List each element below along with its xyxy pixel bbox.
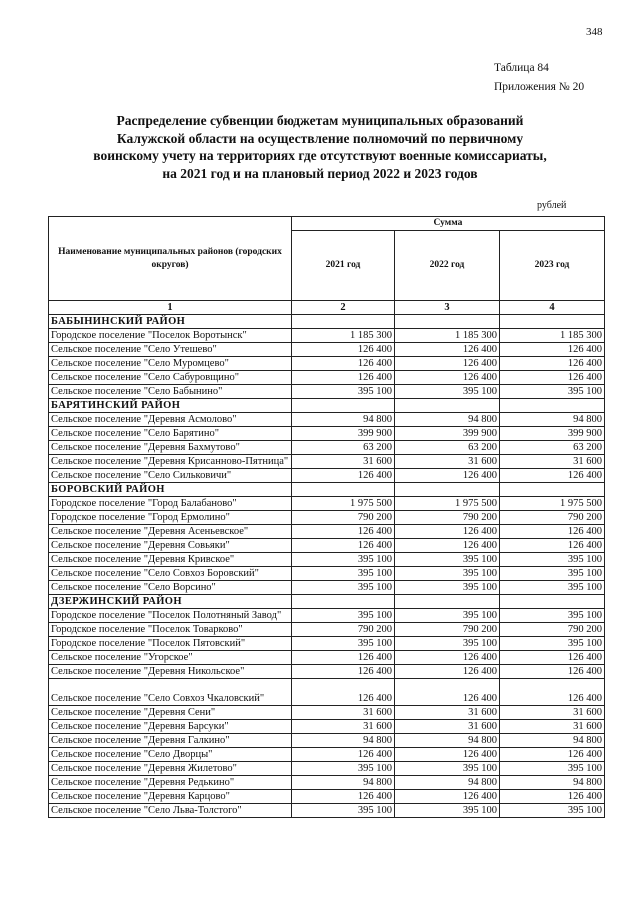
settlement-name: Сельское поселение "Деревня Галкино" — [49, 734, 292, 748]
amount-cell: 126 400 — [395, 525, 500, 539]
settlement-name: Сельское поселение "Деревня Асмолово" — [49, 413, 292, 427]
amount-cell: 126 400 — [500, 651, 605, 665]
amount-cell: 790 200 — [395, 511, 500, 525]
amount-cell: 126 400 — [395, 748, 500, 762]
empty-cell — [395, 399, 500, 413]
settlement-name: Городское поселение "Город Ермолино" — [49, 511, 292, 525]
title-line: воинскому учету на территориях где отсутствуют военные комиссариаты, — [93, 148, 547, 163]
table-row — [49, 441, 605, 455]
amount-cell: 94 800 — [500, 776, 605, 790]
amount-cell: 126 400 — [292, 469, 395, 483]
sum-column-header: Сумма — [292, 217, 605, 231]
amount-cell: 395 100 — [500, 567, 605, 581]
amount-cell: 395 100 — [500, 762, 605, 776]
amount-cell: 31 600 — [395, 706, 500, 720]
amount-cell: 31 600 — [292, 706, 395, 720]
district-row — [49, 483, 605, 497]
amount-cell: 94 800 — [395, 776, 500, 790]
amount-cell: 126 400 — [500, 371, 605, 385]
currency-note: рублей — [537, 200, 567, 211]
title-line: на 2021 год и на плановый период 2022 и 2023 годов — [162, 165, 478, 181]
amount-cell: 31 600 — [395, 720, 500, 734]
amount-cell: 126 400 — [500, 665, 605, 679]
amount-cell: 94 800 — [292, 734, 395, 748]
amount-cell: 395 100 — [292, 581, 395, 595]
settlement-name: Городское поселение "Поселок Полотняный Завод" — [49, 609, 292, 623]
amount-cell: 1 975 500 — [395, 497, 500, 511]
amount-cell: 790 200 — [500, 511, 605, 525]
amount-cell: 395 100 — [500, 637, 605, 651]
table-row — [49, 637, 605, 651]
table-row — [49, 804, 605, 818]
table-row — [49, 762, 605, 776]
amount-cell: 1 185 300 — [500, 329, 605, 343]
amount-cell: 395 100 — [292, 609, 395, 623]
table-row — [49, 413, 605, 427]
amount-cell: 399 900 — [500, 427, 605, 441]
settlement-name: Сельское поселение "Деревня Редькино" — [49, 776, 292, 790]
table-row — [49, 720, 605, 734]
amount-cell: 1 975 500 — [500, 497, 605, 511]
empty-cell — [395, 315, 500, 329]
amount-cell: 395 100 — [395, 581, 500, 595]
amount-cell: 126 400 — [292, 343, 395, 357]
settlement-name: Сельское поселение "Село Ворсино" — [49, 581, 292, 595]
amount-cell: 399 900 — [292, 427, 395, 441]
amount-cell: 126 400 — [395, 651, 500, 665]
table-row — [49, 371, 605, 385]
amount-cell: 395 100 — [500, 581, 605, 595]
district-name: БАБЫНИНСКИЙ РАЙОН — [49, 315, 292, 329]
settlement-name: Сельское поселение "Село Муромцево" — [49, 357, 292, 371]
settlement-name: Сельское поселение "Угорское" — [49, 651, 292, 665]
district-row — [49, 315, 605, 329]
empty-cell — [395, 595, 500, 609]
amount-cell: 126 400 — [395, 371, 500, 385]
district-name: БОРОВСКИЙ РАЙОН — [49, 483, 292, 497]
year-header-2022: 2022 год — [395, 231, 500, 301]
empty-cell — [500, 399, 605, 413]
amount-cell: 395 100 — [395, 553, 500, 567]
settlement-name: Городское поселение "Город Балабаново" — [49, 497, 292, 511]
amount-cell: 126 400 — [395, 343, 500, 357]
table-row — [49, 651, 605, 665]
settlement-name: Сельское поселение "Деревня Жилетово" — [49, 762, 292, 776]
appendix-label: Приложения № 20 — [494, 81, 585, 93]
column-number: 2 — [292, 301, 395, 315]
title-line: Распределение субвенции бюджетам муниципальных образований — [116, 113, 524, 128]
table-row — [49, 567, 605, 581]
amount-cell: 94 800 — [395, 734, 500, 748]
amount-cell: 395 100 — [292, 385, 395, 399]
amount-cell: 126 400 — [292, 371, 395, 385]
amount-cell: 126 400 — [395, 357, 500, 371]
empty-cell — [395, 483, 500, 497]
empty-cell — [292, 483, 395, 497]
amount-cell: 395 100 — [292, 637, 395, 651]
amount-cell: 31 600 — [500, 720, 605, 734]
amount-cell: 395 100 — [395, 609, 500, 623]
amount-cell: 126 400 — [395, 539, 500, 553]
settlement-name: Сельское поселение "Деревня Сени" — [49, 706, 292, 720]
amount-cell: 126 400 — [292, 679, 395, 706]
district-name: БАРЯТИНСКИЙ РАЙОН — [49, 399, 292, 413]
settlement-name: Сельское поселение "Село Совхоз Боровский" — [49, 567, 292, 581]
amount-cell: 790 200 — [292, 623, 395, 637]
amount-cell: 395 100 — [500, 609, 605, 623]
amount-cell: 31 600 — [292, 455, 395, 469]
settlement-name: Сельское поселение "Деревня Крисанново-Пятница" — [49, 455, 292, 469]
amount-cell: 790 200 — [500, 623, 605, 637]
empty-cell — [500, 315, 605, 329]
year-header-2023: 2023 год — [500, 231, 605, 301]
amount-cell: 126 400 — [292, 748, 395, 762]
document-title — [40, 112, 600, 182]
amount-cell: 395 100 — [395, 567, 500, 581]
table-row — [49, 427, 605, 441]
amount-cell: 31 600 — [500, 706, 605, 720]
empty-cell — [500, 483, 605, 497]
district-row — [49, 595, 605, 609]
amount-cell: 126 400 — [292, 651, 395, 665]
settlement-name: Сельское поселение "Деревня Бахмутово" — [49, 441, 292, 455]
amount-cell: 126 400 — [292, 790, 395, 804]
settlement-name: Городское поселение "Поселок Воротынск" — [49, 329, 292, 343]
amount-cell: 395 100 — [500, 385, 605, 399]
settlement-name: Сельское поселение "Село Утешево" — [49, 343, 292, 357]
amount-cell: 126 400 — [395, 790, 500, 804]
amount-cell: 63 200 — [292, 441, 395, 455]
amount-cell: 126 400 — [500, 790, 605, 804]
amount-cell: 1 975 500 — [292, 497, 395, 511]
amount-cell: 126 400 — [500, 343, 605, 357]
subsidy-table — [48, 216, 605, 818]
amount-cell: 126 400 — [500, 679, 605, 706]
settlement-name: Сельское поселение "Село Сабуровщино" — [49, 371, 292, 385]
amount-cell: 126 400 — [395, 469, 500, 483]
amount-cell: 1 185 300 — [292, 329, 395, 343]
amount-cell: 395 100 — [395, 385, 500, 399]
district-name: ДЗЕРЖИНСКИЙ РАЙОН — [49, 595, 292, 609]
empty-cell — [292, 399, 395, 413]
amount-cell: 31 600 — [395, 455, 500, 469]
amount-cell: 126 400 — [292, 539, 395, 553]
table-row — [49, 790, 605, 804]
table-row — [49, 329, 605, 343]
table-row — [49, 665, 605, 679]
settlement-name: Сельское поселение "Деревня Никольское" — [49, 665, 292, 679]
column-number: 1 — [49, 301, 292, 315]
amount-cell: 126 400 — [500, 469, 605, 483]
amount-cell: 395 100 — [500, 804, 605, 818]
amount-cell: 31 600 — [292, 720, 395, 734]
settlement-name: Сельское поселение "Село Сильковичи" — [49, 469, 292, 483]
table-row — [49, 776, 605, 790]
table-row — [49, 469, 605, 483]
table-row — [49, 539, 605, 553]
empty-cell — [292, 315, 395, 329]
amount-cell: 790 200 — [395, 623, 500, 637]
amount-cell: 395 100 — [395, 804, 500, 818]
table-row — [49, 748, 605, 762]
settlement-name: Сельское поселение "Село Барятино" — [49, 427, 292, 441]
amount-cell: 94 800 — [500, 413, 605, 427]
amount-cell: 63 200 — [500, 441, 605, 455]
amount-cell: 126 400 — [500, 748, 605, 762]
amount-cell: 395 100 — [395, 762, 500, 776]
amount-cell: 94 800 — [292, 776, 395, 790]
table-row — [49, 511, 605, 525]
settlement-name: Сельское поселение "Деревня Барсуки" — [49, 720, 292, 734]
table-row — [49, 581, 605, 595]
table-row — [49, 455, 605, 469]
amount-cell: 395 100 — [395, 637, 500, 651]
amount-cell: 399 900 — [395, 427, 500, 441]
table-body — [49, 315, 605, 818]
amount-cell: 94 800 — [500, 734, 605, 748]
empty-cell — [292, 595, 395, 609]
settlement-name: Сельское поселение "Село Дворцы" — [49, 748, 292, 762]
table-row — [49, 525, 605, 539]
amount-cell: 395 100 — [292, 762, 395, 776]
amount-cell: 126 400 — [500, 525, 605, 539]
amount-cell: 126 400 — [292, 665, 395, 679]
amount-cell: 126 400 — [500, 357, 605, 371]
table-row — [49, 357, 605, 371]
title-line: Калужской области на осуществление полномочий по первичному — [116, 130, 524, 146]
amount-cell: 395 100 — [292, 553, 395, 567]
empty-cell — [500, 595, 605, 609]
table-row — [49, 553, 605, 567]
district-row — [49, 399, 605, 413]
column-number: 4 — [500, 301, 605, 315]
amount-cell: 395 100 — [292, 804, 395, 818]
column-number: 3 — [395, 301, 500, 315]
settlement-name: Сельское поселение "Деревня Совьяки" — [49, 539, 292, 553]
table-row — [49, 497, 605, 511]
table-row — [49, 385, 605, 399]
table-row — [49, 343, 605, 357]
table-row — [49, 679, 605, 706]
amount-cell: 395 100 — [500, 553, 605, 567]
amount-cell: 126 400 — [500, 539, 605, 553]
settlement-name: Сельское поселение "Село Бабынино" — [49, 385, 292, 399]
table-row — [49, 706, 605, 720]
settlement-name: Сельское поселение "Село Льва-Толстого" — [49, 804, 292, 818]
amount-cell: 395 100 — [292, 567, 395, 581]
amount-cell: 94 800 — [292, 413, 395, 427]
amount-cell: 126 400 — [292, 357, 395, 371]
amount-cell: 126 400 — [395, 665, 500, 679]
settlement-name: Сельское поселение "Деревня Кривское" — [49, 553, 292, 567]
amount-cell: 1 185 300 — [395, 329, 500, 343]
table-row — [49, 623, 605, 637]
settlement-name: Городское поселение "Поселок Пятовский" — [49, 637, 292, 651]
amount-cell: 790 200 — [292, 511, 395, 525]
settlement-name: Городское поселение "Поселок Товарково" — [49, 623, 292, 637]
amount-cell: 63 200 — [395, 441, 500, 455]
table-row — [49, 609, 605, 623]
year-header-2021: 2021 год — [292, 231, 395, 301]
amount-cell: 94 800 — [395, 413, 500, 427]
amount-cell: 31 600 — [500, 455, 605, 469]
amount-cell: 126 400 — [292, 525, 395, 539]
table-row — [49, 734, 605, 748]
name-column-header: Наименование муниципальных районов (городских округов) — [49, 217, 292, 301]
settlement-name: Сельское поселение "Деревня Карцово" — [49, 790, 292, 804]
table-label: Таблица 84 — [494, 62, 549, 74]
page-number: 348 — [586, 26, 603, 38]
amount-cell: 126 400 — [395, 679, 500, 706]
settlement-name: Сельское поселение "Село Совхоз Чкаловский" — [49, 679, 292, 706]
settlement-name: Сельское поселение "Деревня Асеньевское" — [49, 525, 292, 539]
